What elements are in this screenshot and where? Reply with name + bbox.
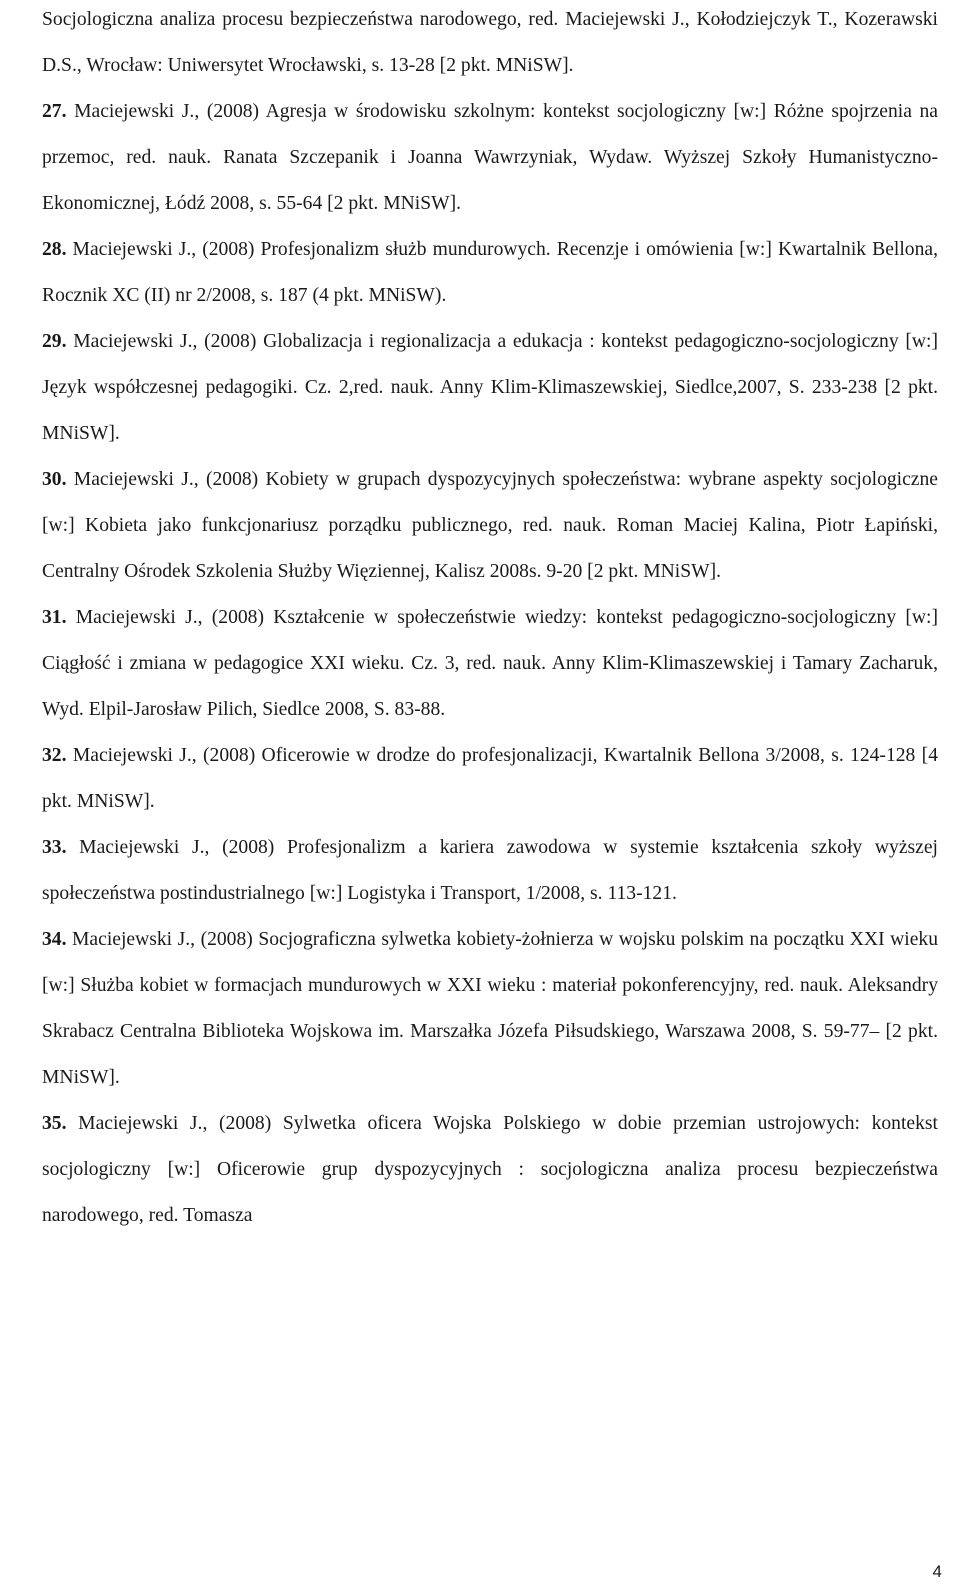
bibliography-entry: [42, 1101, 938, 1239]
bibliography-continuation: Socjologiczna analiza procesu bezpieczeństwa narodowego, red. Maciejewski J., Kołodziejczyk T., Kozerawski D.S., Wrocław: Uniwersytet Wrocławski, s. 13-28 [2 pkt. MNiSW].: [42, 9, 938, 76]
entry-text: Maciejewski J., (2008) Profesjonalizm a kariera zawodowa w systemie kształcenia szkoły wyższej społeczeństwa postindustrialnego [w:] Logistyka i Transport, 1/2008, s. 113-121.: [42, 837, 938, 904]
bibliography-entry: [42, 227, 938, 319]
entry-number: 35.: [42, 1113, 67, 1134]
entry-number: 34.: [42, 929, 67, 950]
bibliography-entry: [42, 319, 938, 457]
entry-number: 31.: [42, 607, 67, 628]
entry-text: Maciejewski J., (2008) Sylwetka oficera Wojska Polskiego w dobie przemian ustrojowych: kontekst socjologiczny [w:] Oficerowie grup dyspozycyjnych : socjologiczna analiza procesu bezpieczeństwa narodowego, red. Tomasza: [42, 1113, 938, 1226]
entry-number: 28.: [42, 239, 67, 260]
page-number: 4: [932, 1562, 942, 1581]
bibliography-entry: [42, 595, 938, 733]
entry-text: Maciejewski J., (2008) Socjograficzna sylwetka kobiety-żołnierza w wojsku polskim na początku XXI wieku [w:] Służba kobiet w formacjach mundurowych w XXI wieku : materiał pokonferencyjny, red. nauk. Aleksandry Skrabacz Centralna Biblioteka Wojskowa im. Marszałka Józefa Piłsudskiego, Warszawa 2008, S. 59-77– [2 pkt. MNiSW].: [42, 929, 938, 1088]
entry-text: Maciejewski J., (2008) Kobiety w grupach dyspozycyjnych społeczeństwa: wybrane aspekty socjologiczne [w:] Kobieta jako funkcjonariusz porządku publicznego, red. nauk. Roman Maciej Kalina, Piotr Łapiński, Centralny Ośrodek Szkolenia Służby Więziennej, Kalisz 2008s. 9-20 [2 pkt. MNiSW].: [42, 469, 938, 582]
entry-number: 30.: [42, 469, 67, 490]
bibliography-entry: [42, 89, 938, 227]
entry-text: Maciejewski J., (2008) Kształcenie w społeczeństwie wiedzy: kontekst pedagogiczno-socjologiczny [w:] Ciągłość i zmiana w pedagogice XXI wieku. Cz. 3, red. nauk. Anny Klim-Klimaszewskiej i Tamary Zacharuk, Wyd. Elpil-Jarosław Pilich, Siedlce 2008, S. 83-88.: [42, 607, 938, 720]
bibliography-entry: [42, 825, 938, 917]
entry-number: 29.: [42, 331, 67, 352]
document-page: [42, 0, 938, 1239]
bibliography-entry: [42, 733, 938, 825]
entry-number: 27.: [42, 101, 67, 122]
entry-text: Maciejewski J., (2008) Oficerowie w drodze do profesjonalizacji, Kwartalnik Bellona 3/2008, s. 124-128 [4 pkt. MNiSW].: [42, 745, 938, 812]
bibliography-list: [42, 89, 938, 1239]
entry-text: Maciejewski J., (2008) Agresja w środowisku szkolnym: kontekst socjologiczny [w:] Różne spojrzenia na przemoc, red. nauk. Ranata Szczepanik i Joanna Wawrzyniak, Wydaw. Wyższej Szkoły Humanistyczno-Ekonomicznej, Łódź 2008, s. 55-64 [2 pkt. MNiSW].: [42, 101, 938, 214]
entry-text: Maciejewski J., (2008) Profesjonalizm służb mundurowych. Recenzje i omówienia [w:] Kwartalnik Bellona, Rocznik XC (II) nr 2/2008, s. 187 (4 pkt. MNiSW).: [42, 239, 938, 306]
entry-number: 33.: [42, 837, 67, 858]
entry-number: 32.: [42, 745, 67, 766]
bibliography-entry: [42, 917, 938, 1101]
bibliography-entry: [42, 457, 938, 595]
entry-text: Maciejewski J., (2008) Globalizacja i regionalizacja a edukacja : kontekst pedagogiczno-socjologiczny [w:] Język współczesnej pedagogiki. Cz. 2,red. nauk. Anny Klim-Klimaszewskiej, Siedlce,2007, S. 233-238 [2 pkt. MNiSW].: [42, 331, 938, 444]
